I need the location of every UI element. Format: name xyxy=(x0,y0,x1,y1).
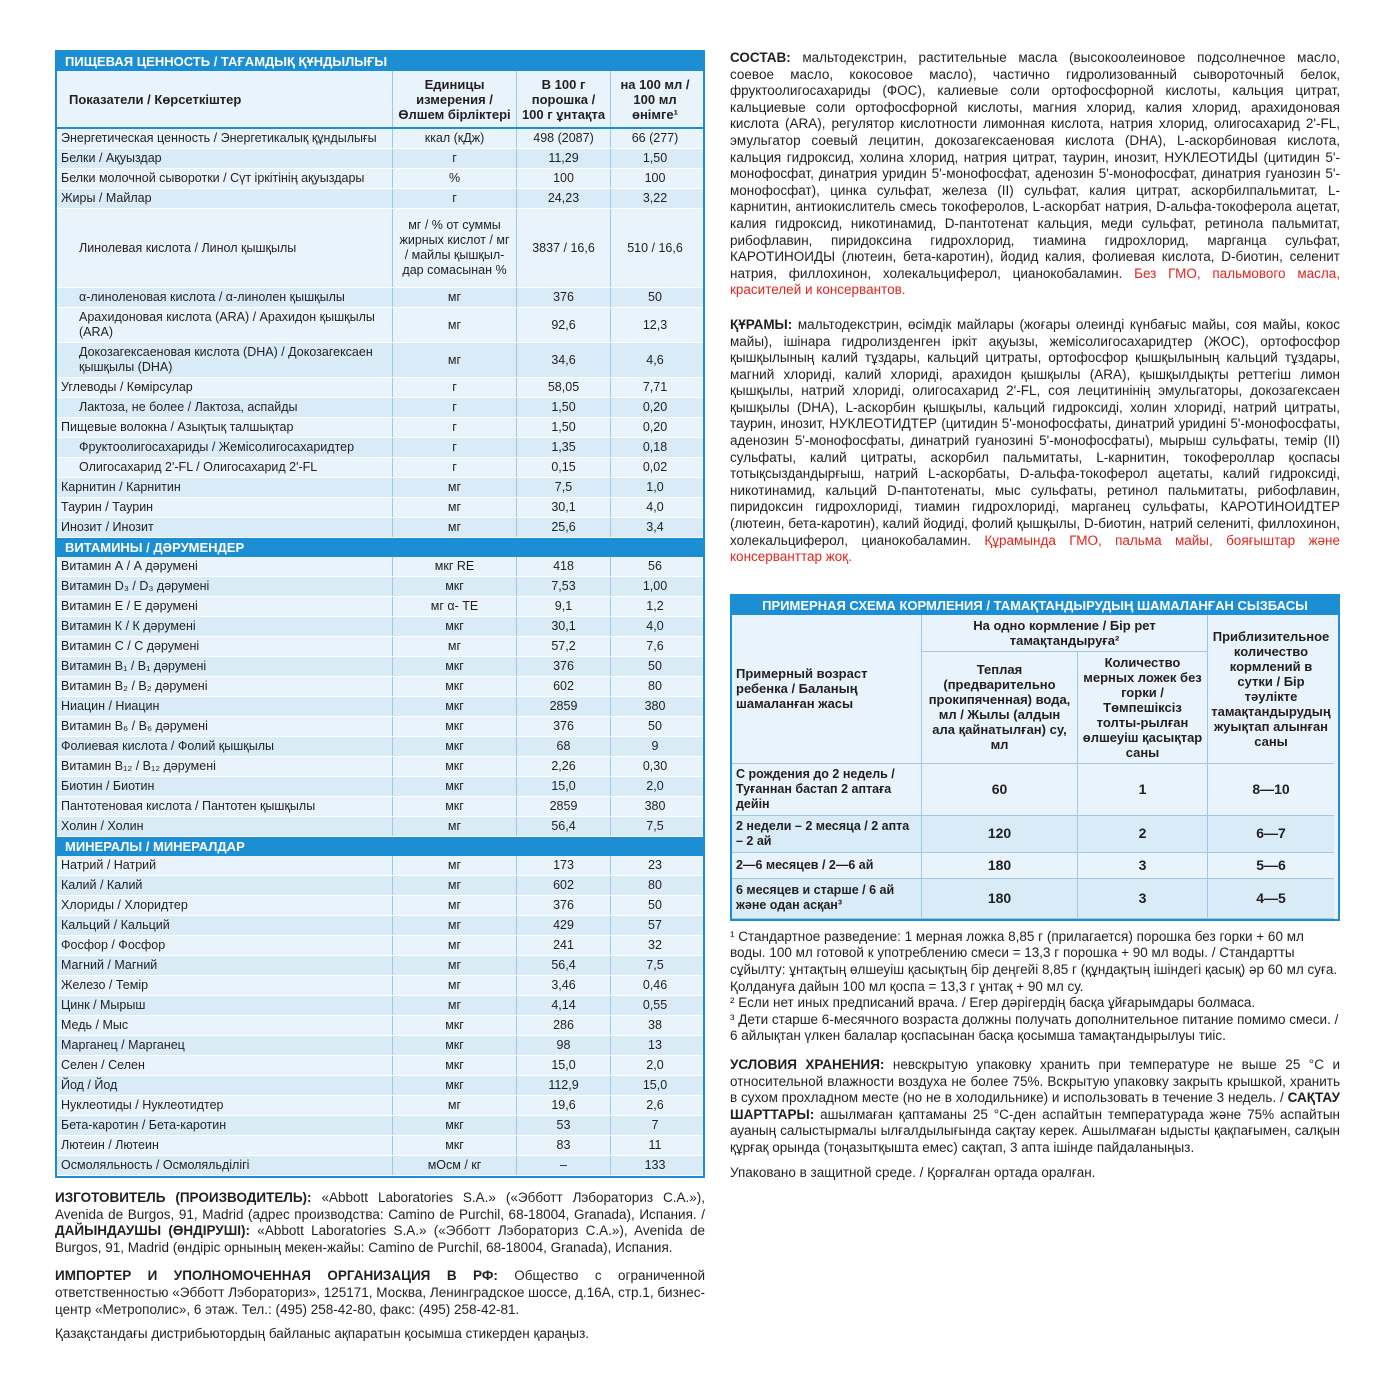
nutrient-per-100g: 376 xyxy=(517,288,611,307)
nutrient-per-100g: 4,14 xyxy=(517,996,611,1015)
nutrient-per-100g: 376 xyxy=(517,657,611,676)
nutrition-row xyxy=(57,976,703,996)
nutrient-per-100g: 2,26 xyxy=(517,757,611,776)
nutrient-per-100ml: 12,3 xyxy=(642,317,668,332)
feeding-count: 6—7 xyxy=(1208,816,1334,853)
nutrient-per-100g: 3837 / 16,6 xyxy=(517,209,611,287)
nutrient-name: Витамин D₃ / D₃ дәрумені xyxy=(57,577,393,596)
nutrient-unit: мг xyxy=(393,996,517,1015)
nutrition-row xyxy=(57,577,703,597)
nutrient-unit: мкг xyxy=(393,1056,517,1075)
nutrition-row xyxy=(57,876,703,896)
nutrient-per-100ml: 133 xyxy=(644,1158,666,1172)
feeding-header-water: Теплая (предварительно прокипяченная) вода, мл / Жылы (алдын ала қайнатылған) су, мл xyxy=(922,652,1078,764)
nutrient-unit: мкг xyxy=(393,1036,517,1055)
nutrient-unit: мкг xyxy=(393,677,517,696)
composition-text: мальтодекстрин, растительные масла (высокоолеиновое подсолнечное масло, соевое масло, кокосовое масло), частично гидролизованный сывороточный белок, фруктоолигосахариды (ФОС), калиевые соли ортофосфорной кислоты, кальция цитрат, кальциевые соли ортофосфорной кислоты, магния хлорид, калия хлорид, арахидоновая кислота (ARA), регулятор кислотности лимонная кислота, натрия хлорид, олигосахарид 2'-FL, эмульгатор соевый лецитин, докозагексаеновая кислота (DHA), L-аскорбиновая кислота, кальция гидроксид, холина хлорид, натрия цитрат, таурин, инозит, НУКЛЕОТИДЫ (цитидин 5'-монофосфат, динатрия уридин 5'-монофосфат, аденозин 5'-монофосфат, динатрия гуанозин 5'-монофосфат), цинка сульфат, железа (II) сульфат, калия цитрат, аскорбилпальмитат, L-карнитин, антиокислитель смесь токоферолов, L-аскорбат натрия, D-альфа-токоферола ацетат, калия гидроксид, никотинамид, D-пантотенат кальция, меди сульфат, ретинола пальмитат, рибофлавин, пиридоксина гидрохлорид, тиамина гидрохлорид, марганца сульфат, КАРОТИНОИДЫ (лютеин, бета-каротин), йодид калия, фолиевая кислота, D-биотин, селенит натрия, филлохинон, холекальциферол, цианокобаламин. xyxy=(730,50,1340,281)
nutrient-per-100ml: 4,0 xyxy=(646,500,664,514)
nutrient-unit: мг xyxy=(393,637,517,656)
nutrition-row xyxy=(57,1116,703,1136)
nutrition-row xyxy=(57,717,703,737)
nutrient-per-100ml: 0,20 xyxy=(642,420,668,434)
nutrient-name: Докозагексаеновая кислота (DHA) / Докозагексаен қышқылы (DHA) xyxy=(57,343,393,377)
nutrient-name: Карнитин / Карнитин xyxy=(57,478,393,497)
nutrient-unit: мг xyxy=(393,916,517,935)
composition-kz xyxy=(730,317,1340,566)
nutrient-name: Цинк / Мырыш xyxy=(57,996,393,1015)
nutrient-name: Витамин В₁ / В₁ дәрумені xyxy=(57,657,393,676)
feeding-header-spoons: Количество мерных ложек без горки / Төмпешіксіз толты-рылған өлшеуіш қасықтар саны xyxy=(1078,652,1208,764)
nutrition-row xyxy=(57,677,703,697)
nutrient-per-100ml: 50 xyxy=(648,898,662,912)
nutrient-per-100ml: 7,6 xyxy=(646,639,664,653)
nutrient-name: Ниацин / Ниацин xyxy=(57,697,393,716)
nutrient-per-100g: 56,4 xyxy=(517,817,611,836)
nutrient-name: Витамин Е / Е дәрумені xyxy=(57,597,393,616)
nutrient-name: Жиры / Майлар xyxy=(57,189,393,208)
nutrient-unit: мкг xyxy=(393,1136,517,1155)
nutrient-unit: г xyxy=(393,398,517,417)
nutrient-per-100ml: 15,0 xyxy=(642,1078,668,1092)
nutrition-row xyxy=(57,737,703,757)
nutrient-unit: мг xyxy=(393,856,517,875)
nutrient-per-100ml: 57 xyxy=(648,918,662,932)
nutrient-per-100g: 2859 xyxy=(517,797,611,816)
nutrient-name: Витамин В₂ / В₂ дәрумені xyxy=(57,677,393,696)
nutrition-row xyxy=(57,1136,703,1156)
nutrient-per-100g: 173 xyxy=(517,856,611,875)
manufacturer-text-kz: «Abbott Laboratories S.A.» («Эбботт Лэбораториз С.А.»), Avenida de Burgos, 91, Madrid (өндіріс орнының мекен-жайы: Camino de Purchil, 68-18004, Granada), Испания. xyxy=(55,1223,706,1255)
feeding-age: 2—6 месяцев / 2—6 ай xyxy=(732,853,922,879)
composition-note: Без ГМО, пальмового масла, красителей и консервантов. xyxy=(730,265,1340,298)
nutrition-row xyxy=(57,169,703,189)
nutrient-name: Биотин / Биотин xyxy=(57,777,393,796)
composition-kz-note: Құрамында ГМО, пальма майы, бояғыштар және консерванттар жоқ. xyxy=(730,532,1340,565)
nutrient-per-100ml: 0,46 xyxy=(642,978,668,992)
manufacturer-text: «Abbott Laboratories S.A.» («Эбботт Лэбораториз С.А.»), Avenida de Burgos, 91, Madrid (адрес производства: Camino de Purchil, 68-18004, Granada), Испания. / xyxy=(55,1190,705,1222)
distributor-note: Қазақстандағы дистрибьютордың байланыс ақпаратын қосымша стикерден қараңыз. xyxy=(55,1326,590,1342)
nutrient-unit: мг / % от суммы жирных кислот / мг / майлы қышқыл-дар сомасынан % xyxy=(393,209,517,287)
nutrition-header xyxy=(57,71,703,129)
nutrient-unit: % xyxy=(393,169,517,188)
footnote-3: ³ Дети старше 6-месячного возраста должны получать дополнительное питание помимо смеси. / 6 айлықтан үлкен балалар қоспасынан басқа қосымша тамақтандырылуы тиіс. xyxy=(730,1011,1339,1044)
nutrient-name: Холин / Холин xyxy=(57,817,393,836)
nutrition-row xyxy=(57,1096,703,1116)
footnote-1: ¹ Стандартное разведение: 1 мерная ложка 8,85 г (прилагается) порошка без горки + 60 мл воды. 100 мл готовой к употреблению смеси = 13,3 г порошка + 90 мл воды. / Стандартты сұйылту: ұнтақтың өлшеуіш қасықтың бір деңгейі 8,85 г (құндақтың ішіндегі қасық) әр 60 мл суға. Қолдануға дайын 100 мл қоспа = 13,3 г ұнтақ + 90 мл су. xyxy=(730,928,1338,994)
nutrient-per-100g: 11,29 xyxy=(517,149,611,168)
nutrient-per-100g: 112,9 xyxy=(517,1076,611,1095)
nutrient-per-100ml: 380 xyxy=(644,799,666,813)
storage-text: невскрытую упаковку хранить при температуре не выше 25 °С и относительной влажности воздуха не более 75%. Вскрытую упаковку закрыть крышкой, хранить в сухом прохладном месте (но не в холодильнике) и использовать в течение 3 недель. / xyxy=(730,1056,1340,1106)
nutrient-name: Белки / Ақуыздар xyxy=(57,149,393,168)
nutrient-per-100ml: 80 xyxy=(648,878,662,892)
nutrient-name: Пищевые волокна / Азықтық талшықтар xyxy=(57,418,393,437)
nutrient-per-100g: 376 xyxy=(517,896,611,915)
nutrient-per-100ml: 2,0 xyxy=(646,779,664,793)
feeding-title: ПРИМЕРНАЯ СХЕМА КОРМЛЕНИЯ / ТАМАҚТАНДЫРУДЫҢ ШАМАЛАНҒАН СЫЗБАСЫ xyxy=(732,596,1338,615)
nutrient-name: Линолевая кислота / Линол қышқылы xyxy=(57,209,393,287)
footnote-2: ² Если нет иных предписаний врача. / Егер дәрігердің басқа ұйғарымдары болмаса. xyxy=(730,995,1256,1011)
feeding-header-per-feed: На одно кормление / Бір рет тамақтандыруға² xyxy=(922,615,1208,652)
feeding-spoons: 2 xyxy=(1078,816,1208,853)
nutrient-per-100g: 7,53 xyxy=(517,577,611,596)
nutrient-unit: мг xyxy=(393,478,517,497)
nutrition-row xyxy=(57,498,703,518)
nutrient-unit: мг xyxy=(393,308,517,342)
composition-label: СОСТАВ: xyxy=(730,50,791,65)
nutrition-row xyxy=(57,896,703,916)
nutrition-row xyxy=(57,657,703,677)
nutrient-per-100g: 376 xyxy=(517,717,611,736)
nutrition-row xyxy=(57,1016,703,1036)
nutrition-row xyxy=(57,697,703,717)
nutrient-unit: мкг xyxy=(393,657,517,676)
feeding-count: 8—10 xyxy=(1208,764,1334,816)
feeding-water-ml: 60 xyxy=(922,764,1078,816)
nutrient-per-100g: 418 xyxy=(517,557,611,576)
manufacturer-label-kz: ДАЙЫНДАУШЫ (ӨНДІРУШІ): xyxy=(55,1223,251,1239)
nutrient-per-100g: 286 xyxy=(517,1016,611,1035)
nutrition-row xyxy=(57,557,703,577)
nutrient-per-100ml: 11 xyxy=(648,1138,662,1152)
nutrient-unit: мкг xyxy=(393,1076,517,1095)
nutrient-per-100ml: 80 xyxy=(648,679,662,693)
nutrient-per-100ml: 1,00 xyxy=(642,579,668,593)
nutrition-row xyxy=(57,797,703,817)
importer-info xyxy=(55,1268,705,1318)
nutrient-per-100g: 7,5 xyxy=(517,478,611,497)
feeding-count: 4—5 xyxy=(1208,879,1334,919)
nutrient-unit: мкг xyxy=(393,737,517,756)
nutrient-per-100g: 58,05 xyxy=(517,378,611,397)
nutrition-row xyxy=(57,1076,703,1096)
nutrient-per-100ml: 7 xyxy=(651,1118,659,1132)
nutrition-row xyxy=(57,916,703,936)
manufacturer-label: ИЗГОТОВИТЕЛЬ (ПРОИЗВОДИТЕЛЬ): xyxy=(55,1190,312,1205)
nutrient-unit: г xyxy=(393,458,517,477)
feeding-header-age: Примерный возраст ребенка / Баланың шамаланған жасы xyxy=(732,615,922,764)
nutrient-unit: мкг xyxy=(393,1016,517,1035)
nutrient-per-100ml: 1,2 xyxy=(646,599,664,613)
nutrient-per-100g: 68 xyxy=(517,737,611,756)
nutrient-name: Лактоза, не более / Лактоза, аспайды xyxy=(57,398,393,417)
nutrition-row xyxy=(57,308,703,343)
nutrient-unit: мкг xyxy=(393,697,517,716)
header-unit: Единицы измерения / Өлшем бірліктері xyxy=(393,71,517,127)
nutrient-name: Железо / Темір xyxy=(57,976,393,995)
nutrient-unit: мОсм / кг xyxy=(393,1156,517,1175)
nutrient-unit: г xyxy=(393,418,517,437)
nutrient-name: Витамин С / С дәрумені xyxy=(57,637,393,656)
nutrition-row xyxy=(57,149,703,169)
nutrient-per-100ml: 32 xyxy=(648,938,662,952)
nutrient-per-100g: 9,1 xyxy=(517,597,611,616)
nutrition-table xyxy=(55,50,705,1178)
nutrient-unit: мг xyxy=(393,956,517,975)
nutrient-unit: г xyxy=(393,378,517,397)
nutrient-name: Магний / Магний xyxy=(57,956,393,975)
nutrient-unit: мкг xyxy=(393,577,517,596)
nutrient-per-100ml: 1,0 xyxy=(646,480,664,494)
nutrient-unit: мкг xyxy=(393,717,517,736)
nutrient-per-100g: 30,1 xyxy=(517,617,611,636)
nutrient-per-100g: 53 xyxy=(517,1116,611,1135)
nutrition-row xyxy=(57,996,703,1016)
nutrient-name: Марганец / Марганец xyxy=(57,1036,393,1055)
nutrition-row xyxy=(57,936,703,956)
storage-info xyxy=(730,1057,1340,1157)
nutrient-per-100g: 602 xyxy=(517,677,611,696)
nutrient-per-100ml: 7,5 xyxy=(646,958,664,972)
nutrient-name: Кальций / Кальций xyxy=(57,916,393,935)
nutrient-name: Бета-каротин / Бета-каротин xyxy=(57,1116,393,1135)
nutrient-per-100ml: 100 xyxy=(644,171,666,185)
nutrient-name: Нуклеотиды / Нуклеотидтер xyxy=(57,1096,393,1115)
nutrient-name: Селен / Селен xyxy=(57,1056,393,1075)
nutrient-per-100g: 92,6 xyxy=(517,308,611,342)
composition-kz-text: мальтодекстрин, өсімдік майлары (жоғары олеинді күнбағыс майы, соя майы, кокос майы), ішінара гидролизденген іркіт ақуызы, жемісолигосахаридтер (ЖОС), ортофосфор қышқылының калий тұздары, кальций цитраты, ортофосфор қышқылының кальций тұздары, магний хлориді, калий хлориді, арахидон қышқылы (ARA), қышқылдықты реттегіш лимон қышқылы, натрий хлориді, олигосахарид 2'-FL, соя лецитинінің эмульгаторы, докозагексаен қышқылы (DHA), L-аскорбин қышқылы, кальций гидроксиді, холин хлориді, натрий цитраты, таурин, инозит, НУКЛЕОТИДТЕР (цитидин 5'-монофосфаты, динатрий уридині 5'-монофосфаты, аденозин 5'-монофосфаты, динатрий гуанозині 5'-монофосфаты), мырыш сульфаты, темір (II) сульфаты, калий цитраты, аскорбил пальмитаты, L-карнитин, токофероллар қоспасы тотықсыздандырғыш, натрий L-аскорбаты, D-альфа-токоферол ацетаты, калий гидроксиді, никотинамид, кальций D-пантотенаты, мыс сульфаты, ретинол пальмитаты, рибофлавин, пиридоксин гидрохлориді, тиамин гидрохлориді, марганец сульфаты, КАРОТИНОИДТЕР (лютеин, бета-каротин), калий йодиді, фолий қышқылы, D-биотин, натрий селениті, филлохинон, холекальциферол, цианокобаламин. xyxy=(730,316,1340,548)
nutrient-name: Витамин К / К дәрумені xyxy=(57,617,393,636)
nutrient-per-100g: 98 xyxy=(517,1036,611,1055)
nutrition-row xyxy=(57,817,703,837)
nutrient-unit: мг xyxy=(393,498,517,517)
nutrient-name: Белки молочной сыворотки / Сүт іркітінің ақуыздары xyxy=(57,169,393,188)
nutrition-row xyxy=(57,597,703,617)
nutrient-name: Фруктоолигосахариды / Жемісолигосахаридтер xyxy=(57,438,393,457)
nutrient-unit: мг xyxy=(393,817,517,836)
nutrition-row xyxy=(57,757,703,777)
vitamin-rows xyxy=(57,557,703,837)
nutrient-per-100g: 602 xyxy=(517,876,611,895)
nutrition-row xyxy=(57,209,703,288)
importer-label: ИМПОРТЕР И УПОЛНОМОЧЕННАЯ ОРГАНИЗАЦИЯ В РФ: xyxy=(55,1268,498,1284)
nutrient-unit: мг xyxy=(393,288,517,307)
nutrient-per-100ml: 4,0 xyxy=(646,619,664,633)
nutrient-unit: мг xyxy=(393,976,517,995)
nutrient-name: Фосфор / Фосфор xyxy=(57,936,393,955)
nutrition-row xyxy=(57,856,703,876)
nutrient-name: Йод / Йод xyxy=(57,1076,393,1095)
nutrient-per-100ml: 50 xyxy=(648,290,662,304)
nutrition-row xyxy=(57,956,703,976)
nutrient-per-100g: 1,35 xyxy=(517,438,611,457)
importer-text: Общество с ограниченной ответственностью «Эбботт Лэбораториз», 125171, Москва, Ленинградское шоссе, д.16А, стр.1, бизнес-центр «Метрополис», 6 этаж. Тел.: (495) 258-42-80, факс: (495) 258-42-81. xyxy=(55,1268,705,1317)
nutrition-row xyxy=(57,637,703,657)
nutrition-title: ПИЩЕВАЯ ЦЕННОСТЬ / ТАҒАМДЫҚ ҚҰНДЫЛЫҒЫ xyxy=(57,52,703,71)
feeding-age: 6 месяцев и старше / 6 ай және одан асқан³ xyxy=(732,879,922,919)
nutrient-unit: ккал (кДж) xyxy=(393,129,517,148)
nutrient-per-100g: 100 xyxy=(517,169,611,188)
nutrient-per-100g: 3,46 xyxy=(517,976,611,995)
footnotes xyxy=(730,929,1340,1045)
nutrient-unit: г xyxy=(393,149,517,168)
nutrient-unit: мкг xyxy=(393,757,517,776)
minerals-title: МИНЕРАЛЫ / МИНЕРАЛДАР xyxy=(57,837,703,856)
nutrient-name: Медь / Мыс xyxy=(57,1016,393,1035)
nutrient-per-100ml: 66 (277) xyxy=(631,131,679,145)
nutrient-name: Арахидоновая кислота (ARA) / Арахидон қышқылы (ARA) xyxy=(57,308,393,342)
vitamins-title: ВИТАМИНЫ / ДӘРУМЕНДЕР xyxy=(57,538,703,557)
nutrient-per-100g: 19,6 xyxy=(517,1096,611,1115)
nutrient-name: Фолиевая кислота / Фолий қышқылы xyxy=(57,737,393,756)
nutrient-per-100g: 498 (2087) xyxy=(517,129,611,148)
nutrient-name: Осмоляльность / Осмоляльділігі xyxy=(57,1156,393,1175)
feeding-age: 2 недели – 2 месяца / 2 апта – 2 ай xyxy=(732,816,922,853)
nutrient-per-100g: 429 xyxy=(517,916,611,935)
feeding-spoons: 3 xyxy=(1078,853,1208,879)
nutrient-per-100ml: 23 xyxy=(648,858,662,872)
nutrient-unit: г xyxy=(393,438,517,457)
nutrient-name: Витамин А / А дәрумені xyxy=(57,557,393,576)
nutrient-unit: мкг xyxy=(393,1116,517,1135)
nutrition-row xyxy=(57,418,703,438)
nutrient-per-100ml: 0,30 xyxy=(642,759,668,773)
nutrient-unit: мкг xyxy=(393,777,517,796)
nutrient-unit: мкг xyxy=(393,617,517,636)
nutrition-row xyxy=(57,1156,703,1176)
nutrient-per-100ml: 38 xyxy=(648,1018,662,1032)
left-column xyxy=(55,50,705,1343)
nutrition-row xyxy=(57,1056,703,1076)
nutrient-per-100ml: 3,22 xyxy=(642,191,668,205)
nutrition-row xyxy=(57,288,703,308)
nutrient-per-100g: 1,50 xyxy=(517,398,611,417)
nutrient-name: Пантотеновая кислота / Пантотен қышқылы xyxy=(57,797,393,816)
nutrient-unit: мг xyxy=(393,343,517,377)
feeding-age: С рождения до 2 недель / Туғаннан бастап 2 аптаға дейін xyxy=(732,764,922,816)
nutrient-name: Инозит / Инозит xyxy=(57,518,393,537)
nutrient-per-100ml: 7,5 xyxy=(646,819,664,833)
nutrient-per-100ml: 3,4 xyxy=(646,520,664,534)
nutrient-per-100g: 30,1 xyxy=(517,498,611,517)
nutrient-per-100ml: 4,6 xyxy=(646,352,664,367)
nutrient-per-100ml: 13 xyxy=(648,1038,662,1052)
composition-kz-label: ҚҰРАМЫ: xyxy=(730,316,793,332)
nutrient-per-100g: 25,6 xyxy=(517,518,611,537)
nutrient-per-100g: 0,15 xyxy=(517,458,611,477)
nutrient-per-100ml: 0,20 xyxy=(642,400,668,414)
feeding-header-count: Приблизительное количество кормлений в сутки / Бір тәулікте тамақтандырудың жуықтап алынған саны xyxy=(1208,615,1334,764)
nutrient-unit: мг α- ТЕ xyxy=(393,597,517,616)
nutrient-name: Лютеин / Лютеин xyxy=(57,1136,393,1155)
nutrient-unit: мкг xyxy=(393,797,517,816)
nutrient-unit: г xyxy=(393,189,517,208)
nutrition-row xyxy=(57,129,703,149)
nutrient-per-100ml: 2,6 xyxy=(646,1098,664,1112)
nutrient-per-100ml: 56 xyxy=(648,559,662,573)
header-per-100g: В 100 г порошка / 100 г ұнтақта xyxy=(517,71,611,127)
nutrient-unit: мг xyxy=(393,876,517,895)
nutrient-per-100g: 57,2 xyxy=(517,637,611,656)
nutrient-unit: мг xyxy=(393,1096,517,1115)
nutrient-per-100ml: 50 xyxy=(648,659,662,673)
nutrition-row xyxy=(57,458,703,478)
feeding-spoons: 3 xyxy=(1078,879,1208,919)
nutrient-name: Олигосахарид 2'-FL / Олигосахарид 2'-FL xyxy=(57,458,393,477)
nutrition-row xyxy=(57,478,703,498)
nutrient-per-100g: 15,0 xyxy=(517,1056,611,1075)
header-per-100ml: на 100 мл / 100 мл өнімге¹ xyxy=(620,76,690,122)
nutrient-per-100ml: 0,02 xyxy=(642,460,668,474)
nutrient-per-100g: 24,23 xyxy=(517,189,611,208)
nutrition-row xyxy=(57,438,703,458)
nutrition-row xyxy=(57,518,703,538)
nutrient-per-100ml: 1,50 xyxy=(642,151,668,165)
packaging-note: Упаковано в защитной среде. / Қорғалған ортада оралған. xyxy=(730,1164,1096,1180)
nutrient-name: Витамин В₁₂ / В₁₂ дәрумені xyxy=(57,757,393,776)
nutrient-name: Калий / Калий xyxy=(57,876,393,895)
nutrient-name: Витамин В₆ / В₆ дәрумені xyxy=(57,717,393,736)
nutrition-row xyxy=(57,189,703,209)
mineral-rows xyxy=(57,856,703,1176)
nutrient-unit: мг xyxy=(393,518,517,537)
storage-text-kz: ашылмаған қаптаманы 25 °С-ден аспайтын температурада және 75% аспайтын ауаның салыстырмалы ылғалдылығында сақтау керек. Ашылмаған ыдысты қақпағымен, салқын құрғақ орында (тоңазытқышта емес) сақтап, 3 апта ішінде пайдаланыңыз. xyxy=(730,1106,1340,1155)
nutrition-row xyxy=(57,777,703,797)
composition-ru xyxy=(730,50,1340,299)
feeding-grid xyxy=(732,615,1338,919)
nutrient-per-100g: 34,6 xyxy=(517,343,611,377)
nutrient-per-100g: 1,50 xyxy=(517,418,611,437)
nutrient-per-100ml: 0,18 xyxy=(642,440,668,454)
feeding-count: 5—6 xyxy=(1208,853,1334,879)
main-rows xyxy=(57,129,703,538)
nutrition-row xyxy=(57,1036,703,1056)
nutrition-row xyxy=(57,378,703,398)
nutrient-unit: мкг RE xyxy=(393,557,517,576)
manufacturer-info xyxy=(55,1190,705,1256)
nutrition-row xyxy=(57,343,703,378)
nutrient-per-100g: 241 xyxy=(517,936,611,955)
nutrient-per-100ml: 50 xyxy=(648,719,662,733)
nutrient-per-100ml: 7,71 xyxy=(642,380,668,394)
nutrient-unit: мг xyxy=(393,936,517,955)
feeding-water-ml: 180 xyxy=(922,853,1078,879)
nutrient-per-100ml: 9 xyxy=(651,739,659,753)
nutrition-row xyxy=(57,398,703,418)
nutrient-per-100ml: 2,0 xyxy=(646,1058,664,1072)
nutrient-per-100g: 83 xyxy=(517,1136,611,1155)
feeding-table xyxy=(730,594,1340,921)
nutrient-per-100g: – xyxy=(517,1156,611,1175)
nutrient-per-100g: 2859 xyxy=(517,697,611,716)
nutrient-per-100ml: 510 / 16,6 xyxy=(627,240,683,255)
nutrient-per-100ml: 0,55 xyxy=(642,998,668,1012)
nutrient-name: Энергетическая ценность / Энергетикалық құндылығы xyxy=(57,129,393,148)
nutrient-unit: мг xyxy=(393,896,517,915)
nutrient-per-100g: 15,0 xyxy=(517,777,611,796)
nutrient-name: α-линоленовая кислота / α-линолен қышқылы xyxy=(57,288,393,307)
nutrient-name: Натрий / Натрий xyxy=(57,856,393,875)
right-column xyxy=(730,50,1340,1181)
feeding-water-ml: 180 xyxy=(922,879,1078,919)
header-indicator: Показатели / Көрсеткіштер xyxy=(57,71,393,127)
nutrient-name: Хлориды / Хлоридтер xyxy=(57,896,393,915)
nutrient-name: Углеводы / Көмірсулар xyxy=(57,378,393,397)
storage-label-kz: САҚТАУ ШАРТТАРЫ: xyxy=(730,1090,1340,1122)
feeding-water-ml: 120 xyxy=(922,816,1078,853)
nutrient-name: Таурин / Таурин xyxy=(57,498,393,517)
nutrient-per-100g: 56,4 xyxy=(517,956,611,975)
nutrient-per-100ml: 380 xyxy=(644,699,666,713)
nutrition-row xyxy=(57,617,703,637)
storage-label: УСЛОВИЯ ХРАНЕНИЯ: xyxy=(730,1056,885,1072)
feeding-spoons: 1 xyxy=(1078,764,1208,816)
